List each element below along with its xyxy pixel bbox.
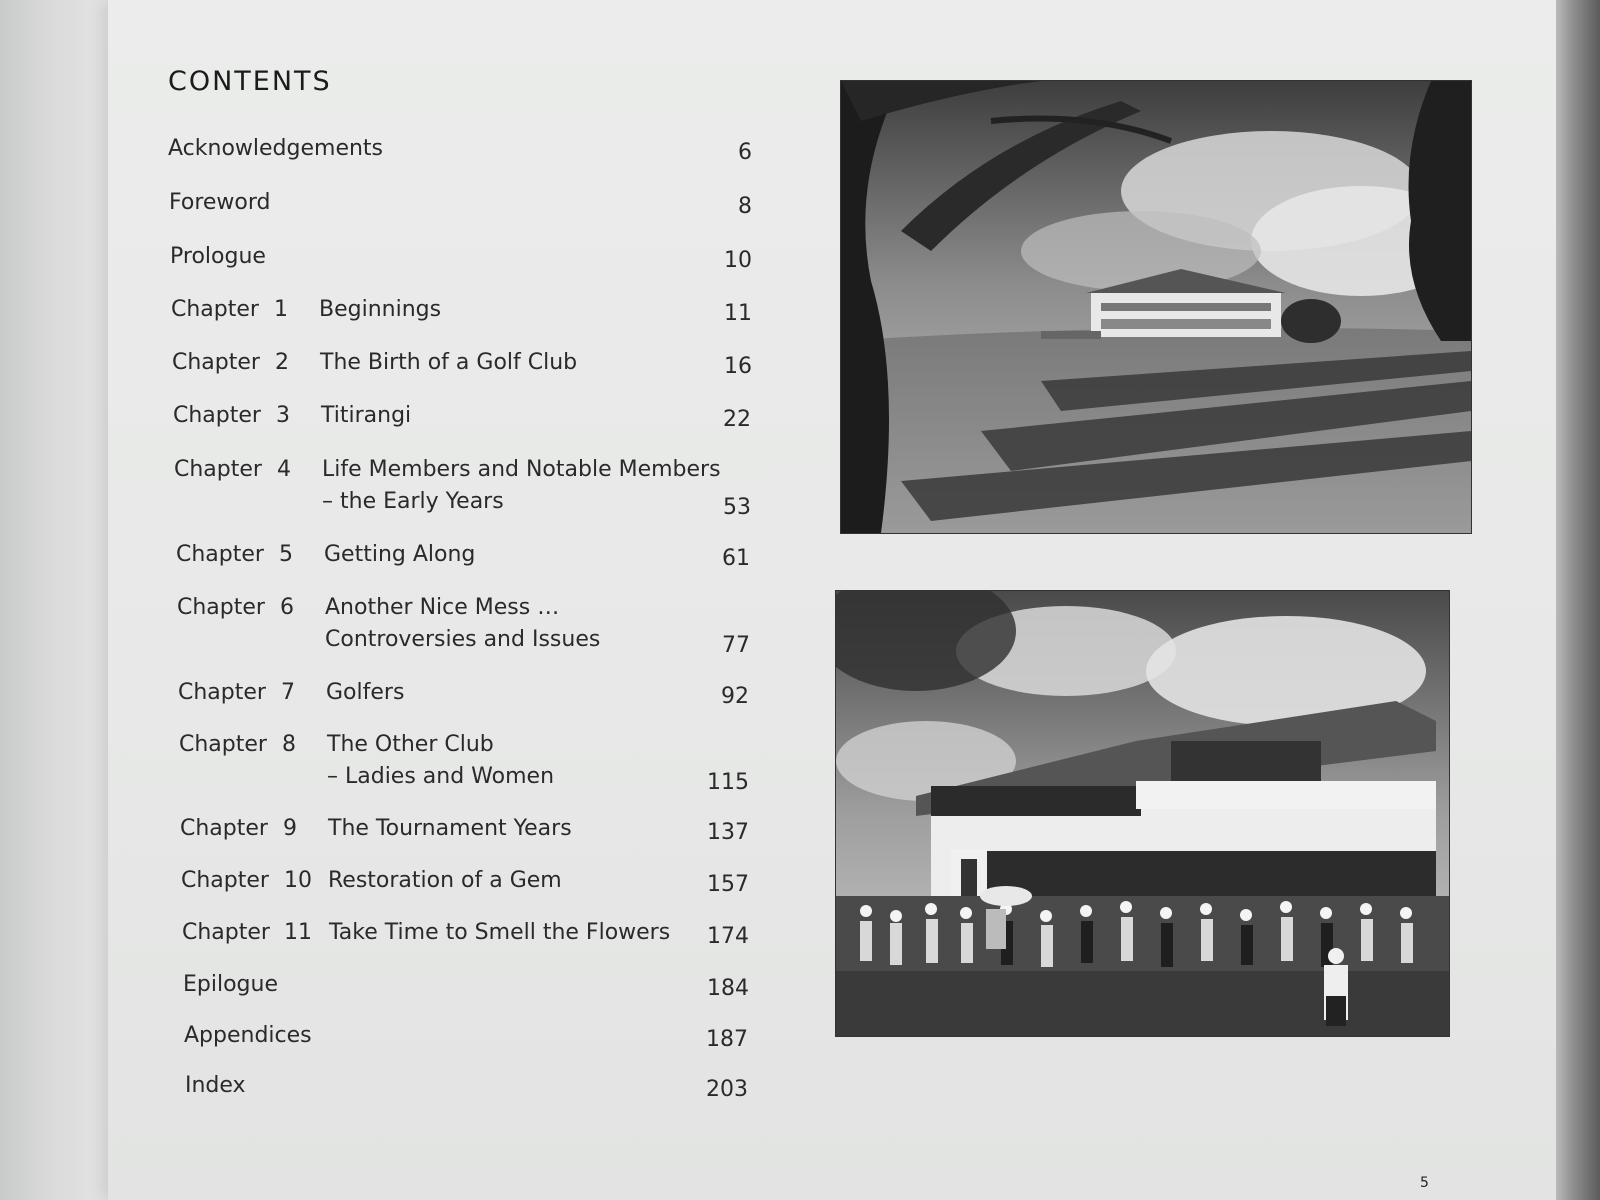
table-of-contents: [0, 0, 780, 1200]
entry-title: Golfers: [326, 680, 405, 705]
chapter-label: Chapter: [182, 920, 270, 945]
entry-title: Take Time to Smell the Flowers: [329, 920, 671, 945]
entry-title: Appendices: [184, 1023, 312, 1048]
chapter-label: Chapter: [177, 595, 265, 620]
entry-title-continued: Controversies and Issues: [325, 627, 601, 652]
entry-page-number: 137: [707, 820, 749, 845]
entry-title: Titirangi: [321, 403, 412, 428]
entry-page-number: 184: [707, 976, 749, 1001]
chapter-label: Chapter: [172, 350, 260, 375]
page-number: 5: [1420, 1175, 1429, 1191]
entry-page-number: 16: [724, 354, 752, 379]
chapter-label: Chapter: [176, 542, 264, 567]
entry-page-number: 77: [722, 633, 750, 658]
entry-title: The Other Club: [327, 732, 494, 757]
chapter-number: 5: [279, 542, 293, 567]
chapter-label: Chapter: [173, 403, 261, 428]
entry-title: Epilogue: [183, 972, 278, 997]
entry-page-number: 203: [706, 1077, 748, 1102]
chapter-number: 7: [281, 680, 295, 705]
entry-title-continued: – Ladies and Women: [327, 764, 555, 789]
entry-title: The Birth of a Golf Club: [320, 350, 578, 375]
chapter-number: 9: [283, 816, 297, 841]
entry-title: Restoration of a Gem: [328, 868, 562, 893]
entry-title: Getting Along: [324, 542, 476, 567]
entry-page-number: 61: [722, 546, 750, 571]
entry-title-continued: – the Early Years: [322, 489, 504, 514]
chapter-label: Chapter: [179, 732, 267, 757]
chapter-number: 11: [284, 920, 312, 945]
chapter-number: 6: [280, 595, 294, 620]
clubhouse-landscape-photo: [840, 80, 1472, 534]
contents-heading: CONTENTS: [168, 66, 332, 97]
entry-title: Acknowledgements: [168, 136, 384, 161]
entry-page-number: 92: [721, 684, 749, 709]
entry-page-number: 6: [738, 140, 752, 165]
chapter-label: Chapter: [181, 868, 269, 893]
chapter-label: Chapter: [171, 297, 259, 322]
entry-title: Prologue: [170, 244, 266, 269]
entry-title: Index: [185, 1073, 246, 1098]
entry-page-number: 157: [707, 872, 749, 897]
entry-page-number: 11: [724, 301, 752, 326]
chapter-number: 10: [284, 868, 312, 893]
entry-page-number: 8: [738, 194, 752, 219]
entry-page-number: 10: [724, 248, 752, 273]
entry-page-number: 53: [723, 495, 751, 520]
entry-title: Beginnings: [319, 297, 442, 322]
entry-page-number: 22: [723, 407, 751, 432]
entry-page-number: 187: [706, 1027, 748, 1052]
entry-title: Life Members and Notable Members: [322, 457, 721, 482]
chapter-label: Chapter: [180, 816, 268, 841]
entry-title: Foreword: [169, 190, 271, 215]
chapter-number: 1: [274, 297, 288, 322]
chapter-number: 8: [282, 732, 296, 757]
chapter-number: 2: [275, 350, 289, 375]
entry-title: Another Nice Mess …: [325, 595, 560, 620]
entry-page-number: 174: [707, 924, 749, 949]
page-edge: [1556, 0, 1600, 1200]
chapter-label: Chapter: [174, 457, 262, 482]
tournament-crowd-photo: [835, 590, 1450, 1037]
entry-page-number: 115: [707, 770, 749, 795]
chapter-number: 4: [277, 457, 291, 482]
chapter-label: Chapter: [178, 680, 266, 705]
entry-title: The Tournament Years: [328, 816, 572, 841]
chapter-number: 3: [276, 403, 290, 428]
